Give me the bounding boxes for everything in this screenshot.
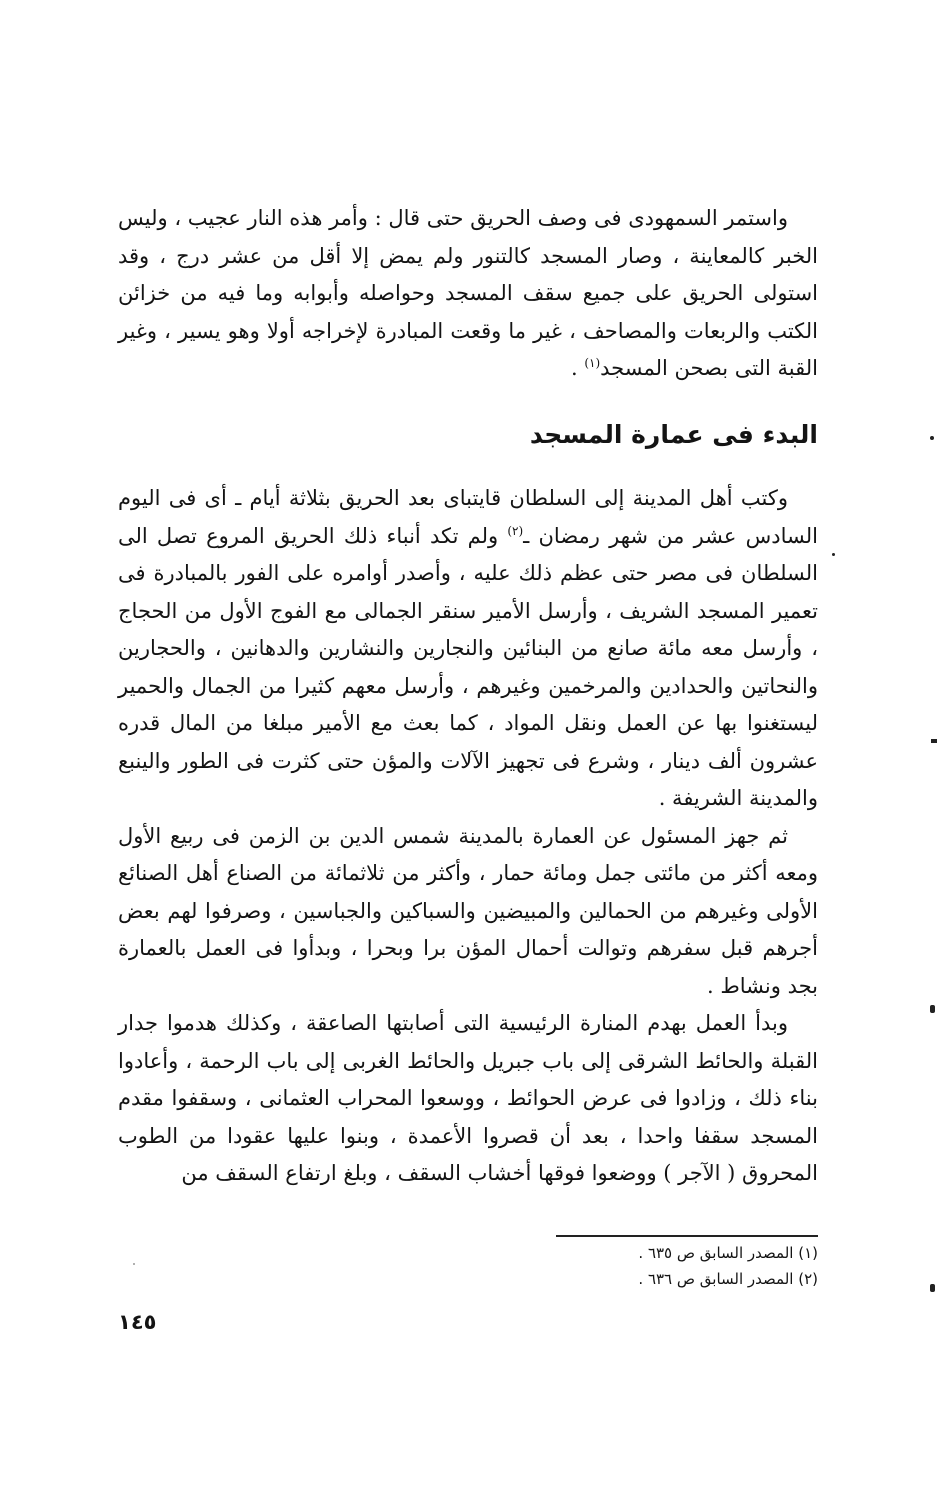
body-paragraph-1-rest: ولم تكد أنباء ذلك الحريق المروع تصل الى السلطان فى مصر حتى عظم ذلك عليه ، وأصدر أوامره على الفور بالمبادرة فى تعمير المسجد الشريف ، وأرسل الأمير سنقر الجمالى مع الفوج الأول من الحجاج ، وأرسل معه مائة صانع من البنائين والنجارين والنشارين والدهانين ، والحجارين والنحاتين والحدادين والمرخمين وغيرهم ، وأرسل معهم كثيرا من الجمال والحمير ليستغنوا بها عن العمل ونقل المواد ، كما بعث مع الأمير مبلغا من المال قدره عشرون ألف دينار ، وشرع فى تجهيز الآلات والمؤن حتى كثرت فى الطور والينبع والمدينة الشريفة . (118, 523, 818, 810)
body-paragraph-1 (118, 480, 818, 818)
body-paragraph-1-start: وكتب أهل المدينة إلى السلطان قايتباى بعد الحريق بثلاثة أيام ـ أى فى اليوم السادس عشر من شهر رمضان ـ (118, 486, 818, 548)
scan-speck (930, 1005, 935, 1013)
section-body (118, 480, 818, 1193)
intro-paragraph (118, 200, 818, 388)
footnote-ref-1: (١) (584, 356, 601, 370)
body-paragraph-2: ثم جهز المسئول عن العمارة بالمدينة شمس الدين بن الزمن فى ربيع الأول ومعه أكثر من مائتى جمل ومائة حمار ، وأكثر من ثلاثمائة من الصناع أهل الصنائع الأولى وغيرهم من الحمالين والمبيضين والسباكين والجباسين ، وصرفوا لهم بعض أجرهم قبل سفرهم وتوالت أحمال المؤن برا وبحرا ، وبدأوا فى العمل بالعمارة بجد ونشاط . (118, 823, 818, 998)
intro-paragraph-text: واستمر السمهودى فى وصف الحريق حتى قال : وأمر هذه النار عجيب ، وليس الخبر كالمعاينة ، وصار المسجد كالتنور ولم يمض إلا أقل من عشر درج ، وقد استولى الحريق على جميع سقف المسجد وحواصله وأبوابه وما فيه من خزائن الكتب والربعات والمصاحف ، غير ما وقعت المبادرة لإخراجه أولا وهو يسير ، وغير القبة التى بصحن المسجد (118, 206, 818, 380)
scan-speck (930, 436, 934, 440)
footnotes (400, 1240, 818, 1292)
footnote-ref-2: (٢) (507, 523, 524, 538)
section-heading: البدء فى عمارة المسجد (529, 420, 818, 449)
footnote-divider (556, 1235, 818, 1237)
scan-speck (832, 553, 835, 556)
footnote-1: (١) المصدر السابق ص ٦٣٥ . (638, 1244, 818, 1262)
body-paragraph-3: وبدأ العمل بهدم المنارة الرئيسية التى أصابتها الصاعقة ، وكذلك هدموا جدار القبلة والحائط الشرقى إلى باب جبريل والحائط الغربى إلى باب الرحمة ، وأعادوا بناء ذلك ، وزادوا فى عرض الحوائط ، ووسعوا المحراب العثمانى ، وسقفوا مقدم المسجد سقفا واحدا ، بعد أن قصروا الأعمدة ، وبنوا عليها عقودا من الطوب المحروق ( الآجر ) ووضعوا فوقها أخشاب السقف ، وبلغ ارتفاع السقف من (118, 1011, 818, 1185)
scan-speck (930, 1284, 935, 1292)
scan-speck (931, 739, 937, 743)
scan-speck (133, 1263, 135, 1265)
intro-paragraph-tail: . (570, 356, 585, 380)
footnote-2: (٢) المصدر السابق ص ٦٣٦ . (638, 1270, 818, 1288)
page-number: ١٤٥ (118, 1310, 157, 1334)
